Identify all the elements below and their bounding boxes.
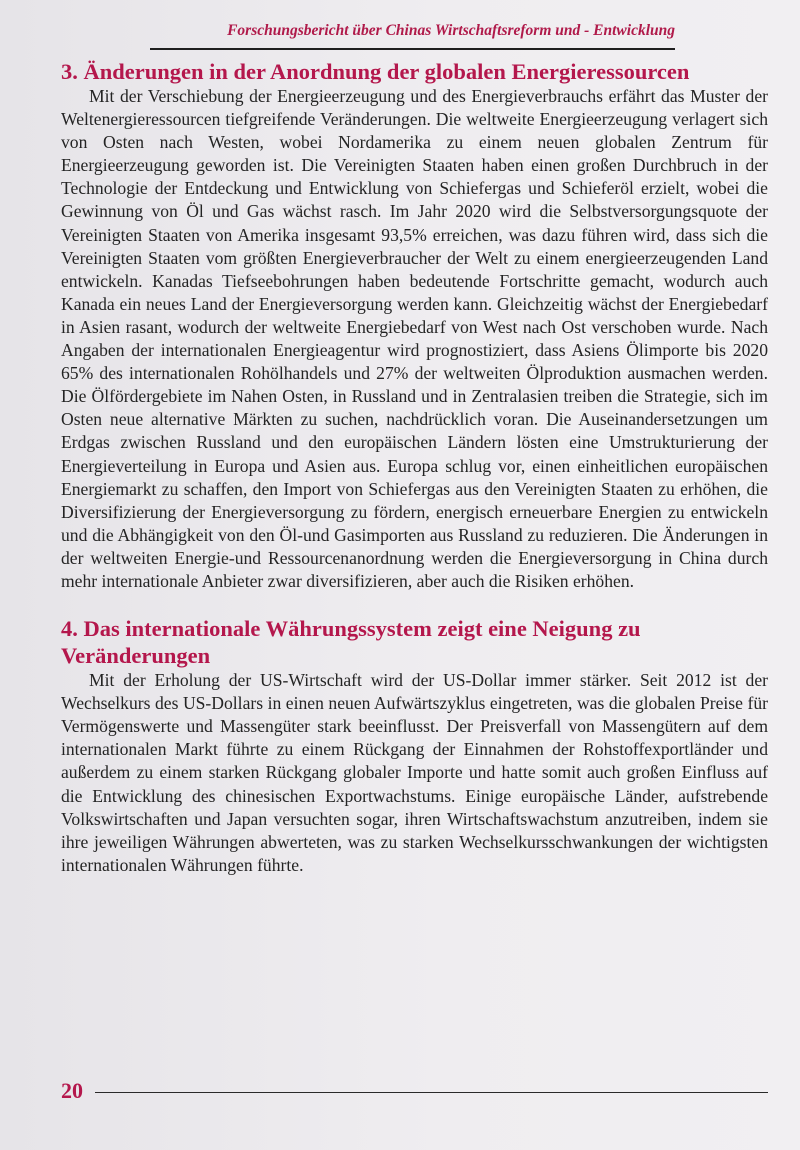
header-rule <box>150 48 675 50</box>
section-body: Mit der Erholung der US-Wirtschaft wird der US-Dollar immer stärker. Seit 2012 ist der Wechselkurs des US-Dollars in einen neuen Aufwärtszyklus eingetreten, was die globalen Preise für Vermögenswerte und Massengüter stark beeinflusst. Der Preisverfall von Massengütern auf dem internationalen Markt führte zu einem Rückgang der Einnahmen der Rohstoffexportländer und außerdem zu einem starken Rückgang globaler Importe und hatte somit auch großen Einfluss auf die Entwicklung des chinesischen Exportwachstums. Einige europäische Länder, aufstrebende Volkswirtschaften und Japan versuchten sogar, ihren Wirtschaftswachstum anzutreiben, indem sie ihre jeweiligen Währungen abwerteten, was zu starken Wechselkursschwankungen der wichtigsten internationalen Währungen führte. <box>61 670 768 875</box>
section-heading: 3. Änderungen in der Anordnung der globalen Energieressourcen <box>61 59 690 84</box>
section-energy-resources <box>61 58 768 593</box>
page-footer <box>61 1078 768 1104</box>
running-header: Forschungsbericht über Chinas Wirtschaftsreform und - Entwicklung <box>227 22 675 39</box>
footer-rule <box>95 1092 768 1094</box>
page-number: 20 <box>61 1078 83 1103</box>
section-heading: 4. Das internationale Währungssystem zeigt eine Neigung zu Veränderungen <box>61 616 641 669</box>
section-body: Mit der Verschiebung der Energieerzeugung und des Energieverbrauchs erfährt das Muster der Weltenergieressourcen tiefgreifende Veränderungen. Die weltweite Energieerzeugung verlagert sich von Osten nach Westen, wobei Nordamerika zu einem neuen globalen Zentrum für Energieerzeugung geworden ist. Die Vereinigten Staaten haben einen großen Durchbruch in der Technologie der Entdeckung und Entwicklung von Schiefergas und Schieferöl erzielt, wobei die Gewinnung von Öl und Gas wächst rasch. Im Jahr 2020 wird die Selbstversorgungsquote der Vereinigten Staaten von Amerika insgesamt 93,5% erreichen, was dazu führen wird, dass sich die Vereinigten Staaten vom größten Energieverbraucher der Welt zu einem energieerzeugenden Land entwickeln. Kanadas Tiefseebohrungen haben bedeutende Fortschritte gemacht, wodurch auch Kanada ein neues Land der Energieversorgung werden kann. Gleichzeitig wächst der Energiebedarf in Asien rasant, wodurch der weltweite Energiebedarf von West nach Ost verschoben wurde. Nach Angaben der internationalen Energieagentur wird prognostiziert, dass Asiens Ölimporte bis 2020 65% des internationalen Rohölhandels und 27% der weltweiten Ölproduktion ausmachen werden. Die Ölfördergebiete im Nahen Osten, in Russland und in Zentralasien treiben die Strategie, sich im Osten neue alternative Märkten zu suchen, nachdrücklich voran. Die Auseinandersetzungen um Erdgas zwischen Russland und den europäischen Ländern lösten eine Umstrukturierung der Energieverteilung in Europa und Asien aus. Europa schlug vor, einen einheitlichen europäischen Energiemarkt zu schaffen, den Import von Schiefergas aus den Vereinigten Staaten zu erhöhen, die Diversifizierung der Energieversorgung zu fördern, energisch erneuerbare Energien zu entwickeln und die Abhängigkeit von den Öl-und Gasimporten aus Russland zu reduzieren. Die Änderungen in der weltweiten Energie-und Ressourcenanordnung werden die Energieversorgung in China durch mehr internationale Anbieter zwar diversifizieren, aber auch die Risiken erhöhen. <box>61 86 768 591</box>
page-content <box>61 58 768 877</box>
section-currency-system <box>61 615 768 877</box>
